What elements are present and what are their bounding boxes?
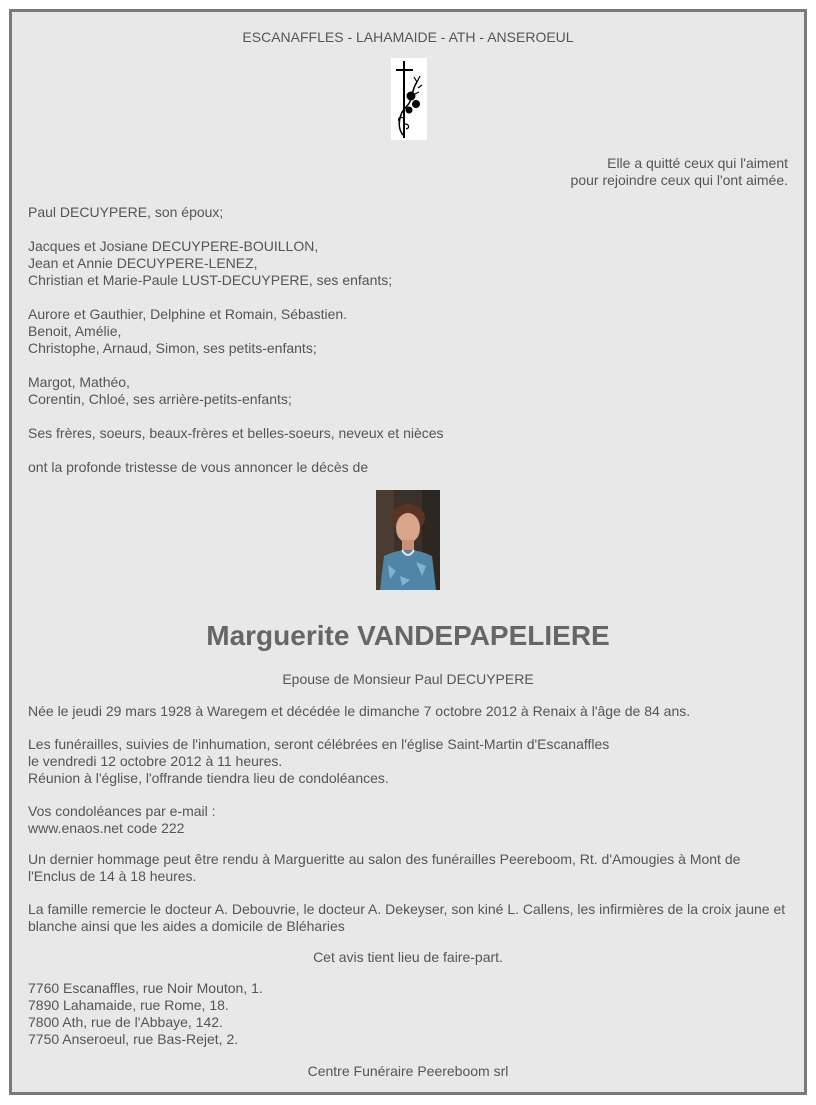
quote <box>571 155 788 189</box>
list-item: Benoit, Amélie, <box>28 323 122 339</box>
list-item: Jacques et Josiane DECUYPERE-BOUILLON, <box>28 238 319 254</box>
children-list <box>28 238 788 289</box>
spouse-line: Paul DECUYPERE, son époux; <box>28 204 224 220</box>
list-item: Christophe, Arnaud, Simon, ses petits-enfants; <box>28 340 317 356</box>
header-locations: ESCANAFFLES - LAHAMAIDE - ATH - ANSEROEUL <box>242 29 574 45</box>
funeral-info <box>28 736 788 787</box>
list-item: 7760 Escanaffles, rue Noir Mouton, 1. <box>28 980 263 996</box>
funeral-line-3: Réunion à l'église, l'offrande tiendra lieu de condoléances. <box>28 770 389 786</box>
cross-icon <box>391 58 427 140</box>
quote-line-1: Elle a quitté ceux qui l'aiment <box>607 155 788 171</box>
great-grandchildren-list <box>28 374 788 408</box>
siblings-line: Ses frères, soeurs, beaux-frères et belles-soeurs, neveux et nièces <box>28 425 444 441</box>
deceased-name: Marguerite VANDEPAPELIERE <box>206 620 610 651</box>
birth-death-line: Née le jeudi 29 mars 1928 à Waregem et décédée le dimanche 7 octobre 2012 à Renaix à l'âge de 84 ans. <box>28 703 691 719</box>
condolences-link[interactable]: www.enaos.net code 222 <box>28 820 185 836</box>
spouse-title: Epouse de Monsieur Paul DECUYPERE <box>282 671 534 687</box>
obituary-card <box>9 9 807 1095</box>
notice-text: Cet avis tient lieu de faire-part. <box>313 949 503 965</box>
funeral-line-2: le vendredi 12 octobre 2012 à 11 heures. <box>28 753 283 769</box>
condolences-label: Vos condoléances par e-mail : <box>28 803 216 819</box>
list-item: Christian et Marie-Paule LUST-DECUYPERE, ses enfants; <box>28 272 393 288</box>
list-item: Jean et Annie DECUYPERE-LENEZ, <box>28 255 258 271</box>
list-item: Corentin, Chloé, ses arrière-petits-enfants; <box>28 391 292 407</box>
funeral-line-1: Les funérailles, suivies de l'inhumation, seront célébrées en l'église Saint-Martin d'Escanaffles <box>28 736 610 752</box>
announcement-line: ont la profonde tristesse de vous annoncer le décès de <box>28 459 369 475</box>
thanks-text: La famille remercie le docteur A. Debouvrie, le docteur A. Dekeyser, son kiné L. Callens, les infirmières de la croix jaune et blanche ainsi que les aides a domicile de Bléharies <box>28 901 786 934</box>
list-item: Aurore et Gauthier, Delphine et Romain, Sébastien. <box>28 306 348 322</box>
list-item: 7750 Anseroeul, rue Bas-Rejet, 2. <box>28 1031 239 1047</box>
footer-company: Centre Funéraire Peereboom srl <box>307 1063 509 1079</box>
list-item: 7890 Lahamaide, rue Rome, 18. <box>28 997 229 1013</box>
list-item: Margot, Mathéo, <box>28 374 130 390</box>
quote-line-2: pour rejoindre ceux qui l'ont aimée. <box>570 172 788 188</box>
condolences-info <box>28 803 788 837</box>
list-item: 7800 Ath, rue de l'Abbaye, 142. <box>28 1014 223 1030</box>
portrait-photo <box>376 490 440 590</box>
tribute-text: Un dernier hommage peut être rendu à Margueritte au salon des funérailles Peereboom, Rt. d'Amougies à Mont de l'Enclus de 14 à 18 heures. <box>28 851 741 884</box>
addresses-list <box>28 980 788 1048</box>
grandchildren-list <box>28 306 788 357</box>
